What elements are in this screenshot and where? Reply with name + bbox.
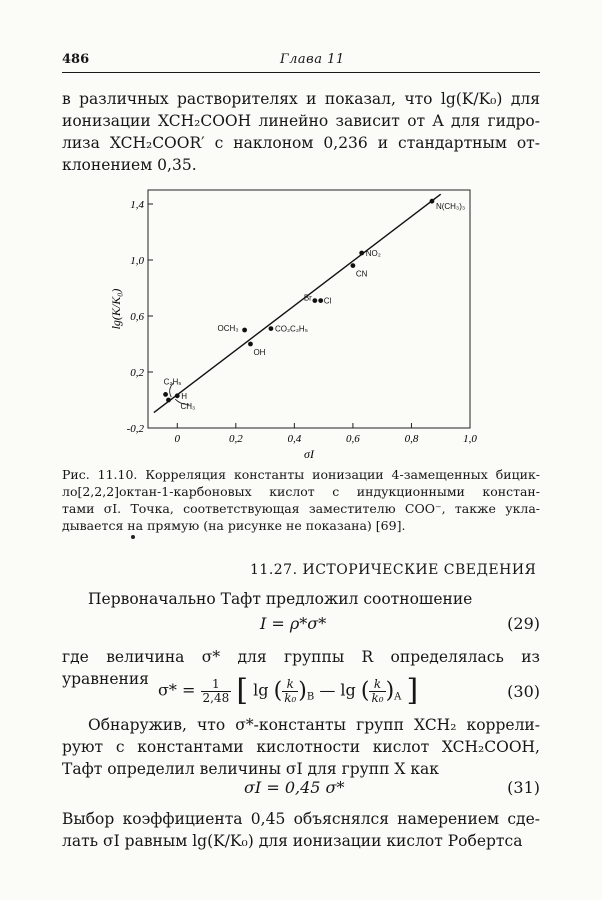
eq30-k0-2: k₀ xyxy=(371,690,384,705)
eq30-frac-num: 1 xyxy=(201,678,232,692)
intro-paragraph xyxy=(62,88,540,176)
caption-line: дывается на прямую (на рисунке не показана) [69]. xyxy=(62,518,406,533)
eq30-frac-den: 2,48 xyxy=(202,690,230,705)
point-label: OCH₃ xyxy=(217,324,239,333)
page-header xyxy=(62,52,540,72)
data-point xyxy=(430,199,435,204)
paragraph-1 xyxy=(62,588,540,610)
data-point xyxy=(351,263,356,268)
y-tick-label: 1,0 xyxy=(130,255,144,267)
point-label: OH xyxy=(253,348,266,357)
equation-29 xyxy=(62,614,540,640)
x-tick-label: 1,0 xyxy=(463,433,477,445)
point-label: CH₃ xyxy=(180,402,196,411)
text-line: лиза XCH₂COOR′ с наклоном 0,236 и стандартным от- xyxy=(62,134,540,152)
data-point xyxy=(166,398,171,403)
text-line: Первоначально Тафт предложил соотношение xyxy=(88,590,473,608)
data-point xyxy=(175,393,180,398)
eq30-paren-open-2: ( xyxy=(360,678,370,704)
equation-31 xyxy=(62,778,540,804)
equation-29-body: I = ρ*σ* xyxy=(260,614,327,633)
x-tick-label: 0,8 xyxy=(404,433,419,445)
text-line: Тафт определил величины σI для групп X как xyxy=(62,760,439,778)
caption-line: ло[2,2,2]октан-1-карбоновых кислот с индукционными констан- xyxy=(62,484,540,499)
header-rule xyxy=(62,72,540,73)
point-label: CN xyxy=(355,269,368,279)
eq30-k-2: k xyxy=(369,678,385,692)
eq30-lhs: σ* = xyxy=(158,680,196,700)
point-label: Cl xyxy=(323,296,332,306)
x-tick-label: 0,2 xyxy=(228,433,243,445)
data-point xyxy=(248,342,253,347)
eq30-minus: — xyxy=(319,680,336,700)
fit-line xyxy=(154,194,441,412)
y-axis-label: lg(K/K₀) xyxy=(109,288,123,330)
point-label: C₂H₅ xyxy=(163,377,182,387)
equation-30-number: (30) xyxy=(507,682,540,701)
equation-29-number: (29) xyxy=(507,614,540,633)
eq30-right-bracket: ] xyxy=(406,673,419,708)
figure-11-10 xyxy=(108,182,488,472)
chapter-title: Глава 11 xyxy=(280,52,345,67)
caption-line: Рис. 11.10. Корреляция константы ионизации 4-замещенных бицик- xyxy=(62,467,540,482)
y-tick-label: 0,6 xyxy=(130,311,144,323)
data-point xyxy=(269,326,274,331)
plot-frame xyxy=(148,190,470,428)
equation-30 xyxy=(62,672,540,712)
data-point xyxy=(163,392,168,397)
eq30-paren-open-1: ( xyxy=(273,678,283,704)
equation-31-number: (31) xyxy=(507,778,540,797)
y-tick-label: 0,2 xyxy=(130,367,144,379)
data-point xyxy=(242,328,247,333)
eq30-paren-close-1: ) xyxy=(298,678,307,704)
eq30-sub-b: B xyxy=(306,691,315,703)
point-label: CO₂C₂H₅ xyxy=(274,324,308,334)
text-line: клонением 0,35. xyxy=(62,156,197,174)
correlation-chart xyxy=(108,182,488,472)
eq30-k-ratio-2 xyxy=(369,678,385,705)
text-line: лать σI равным lg(K/K₀) для ионизации кислот Робертса xyxy=(62,832,523,850)
eq30-left-bracket: [ xyxy=(236,673,249,708)
text-line: в различных растворителях и показал, что lg(K/K₀) для xyxy=(62,90,540,108)
text-line: где величина σ* для группы R определялась из уравнения xyxy=(62,648,540,688)
eq30-sub-a: A xyxy=(394,691,402,703)
point-label: H xyxy=(181,391,188,401)
data-point xyxy=(359,251,364,256)
x-tick-label: 0 xyxy=(174,433,181,445)
y-tick-label: 1,4 xyxy=(130,199,144,211)
eq30-k0-1: k₀ xyxy=(284,690,297,705)
figure-caption xyxy=(62,466,540,534)
page-number: 486 xyxy=(62,52,90,67)
eq30-paren-close-2: ) xyxy=(385,678,395,704)
caption-line: тами σI. Точка, соответствующая заместителю COO⁻, также укла- xyxy=(62,501,540,516)
text-line: Обнаружив, что σ*-константы групп XCH₂ коррели- xyxy=(88,716,540,734)
equation-31-body: σI = 0,45 σ* xyxy=(244,778,345,797)
eq30-fraction xyxy=(201,678,232,705)
data-point xyxy=(312,298,317,303)
data-point xyxy=(318,298,323,303)
paragraph-4 xyxy=(62,808,540,852)
eq30-lg-2: lg xyxy=(340,680,356,700)
point-label: NO₂ xyxy=(365,249,381,258)
point-label: N(CH₃)₃ xyxy=(435,202,466,212)
paragraph-3 xyxy=(62,714,540,780)
x-axis-label: σI xyxy=(304,447,314,461)
text-line: руют с константами кислотности кислот XCH₂COOH, xyxy=(62,738,540,756)
eq30-k-1: k xyxy=(282,678,298,692)
y-tick-label: -0,2 xyxy=(126,423,144,435)
point-label: Br xyxy=(303,293,312,303)
section-title: 11.27. ИСТОРИЧЕСКИЕ СВЕДЕНИЯ xyxy=(250,562,537,578)
text-line: Выбор коэффициента 0,45 объяснялся намерением сде- xyxy=(62,810,540,828)
x-tick-label: 0,6 xyxy=(346,433,360,445)
x-tick-label: 0,4 xyxy=(287,433,302,445)
stray-dot xyxy=(131,535,135,539)
eq30-lg-1: lg xyxy=(253,680,269,700)
text-line: ионизации XCH₂COOH линейно зависит от A для гидро- xyxy=(62,112,540,130)
eq30-k-ratio-1 xyxy=(282,678,298,705)
